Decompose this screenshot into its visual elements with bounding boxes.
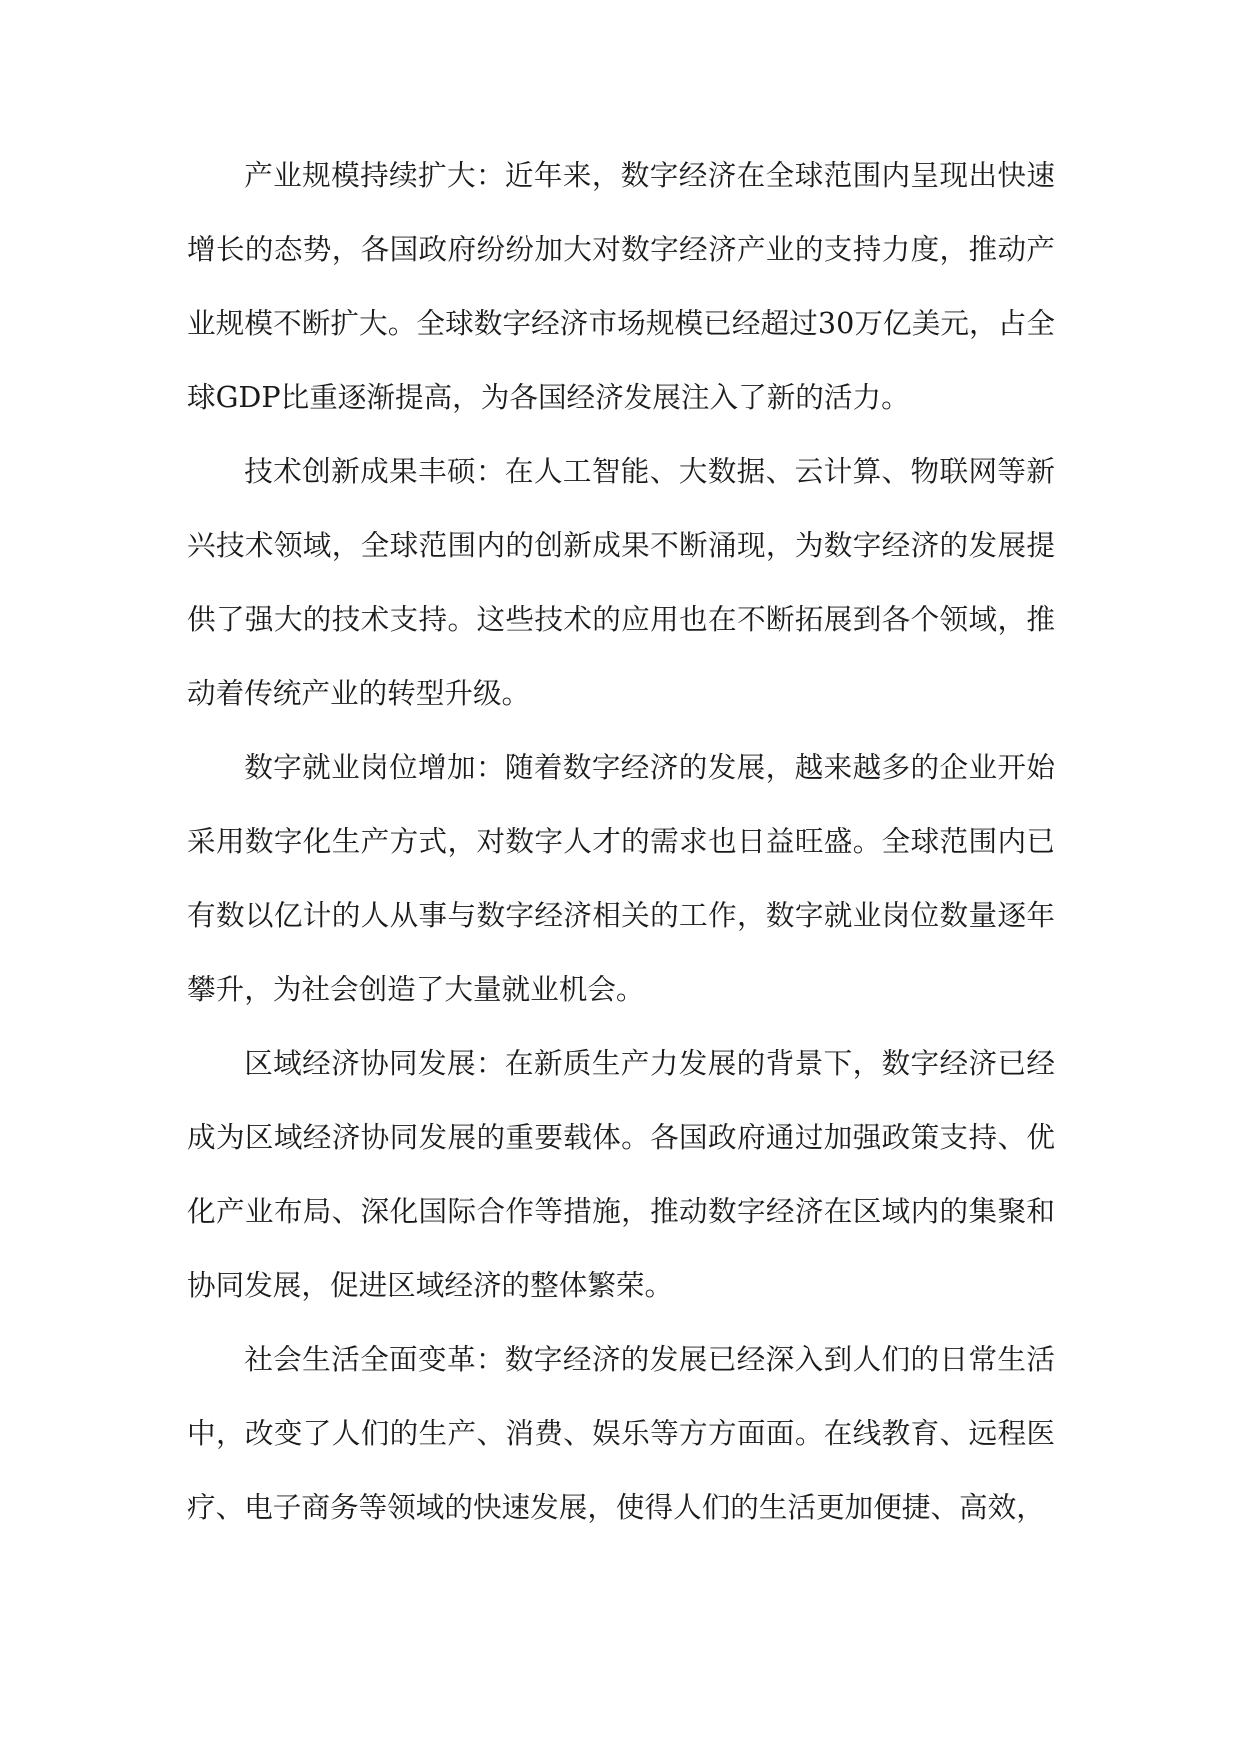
paragraph-regional-economy: 区域经济协同发展：在新质生产力发展的背景下，数字经济已经成为区域经济协同发展的重要载体。各国政府通过加强政策支持、优化产业布局、深化国际合作等措施，推动数字经济在区域内的集聚和协同发展，促进区域经济的整体繁荣。 xyxy=(187,1046,1055,1302)
paragraph-digital-jobs: 数字就业岗位增加：随着数字经济的发展，越来越多的企业开始采用数字化生产方式，对数字人才的需求也日益旺盛。全球范围内已有数以亿计的人从事与数字经济相关的工作，数字就业岗位数量逐年攀升，为社会创造了大量就业机会。 xyxy=(187,750,1055,1006)
paragraph-social-life: 社会生活全面变革：数字经济的发展已经深入到人们的日常生活中，改变了人们的生产、消费、娱乐等方方面面。在线教育、远程医疗、电子商务等领域的快速发展，使得人们的生活更加便捷、高效， xyxy=(187,1342,1055,1524)
paragraph-industry-scale: 产业规模持续扩大：近年来，数字经济在全球范围内呈现出快速增长的态势，各国政府纷纷加大对数字经济产业的支持力度，推动产业规模不断扩大。全球数字经济市场规模已经超过30万亿美元，占全球GDP比重逐渐提高，为各国经济发展注入了新的活力。 xyxy=(187,158,1055,414)
paragraph-tech-innovation: 技术创新成果丰硕：在人工智能、大数据、云计算、物联网等新兴技术领域，全球范围内的创新成果不断涌现，为数字经济的发展提供了强大的技术支持。这些技术的应用也在不断拓展到各个领域，推动着传统产业的转型升级。 xyxy=(187,454,1055,710)
document-body xyxy=(187,138,1055,1544)
